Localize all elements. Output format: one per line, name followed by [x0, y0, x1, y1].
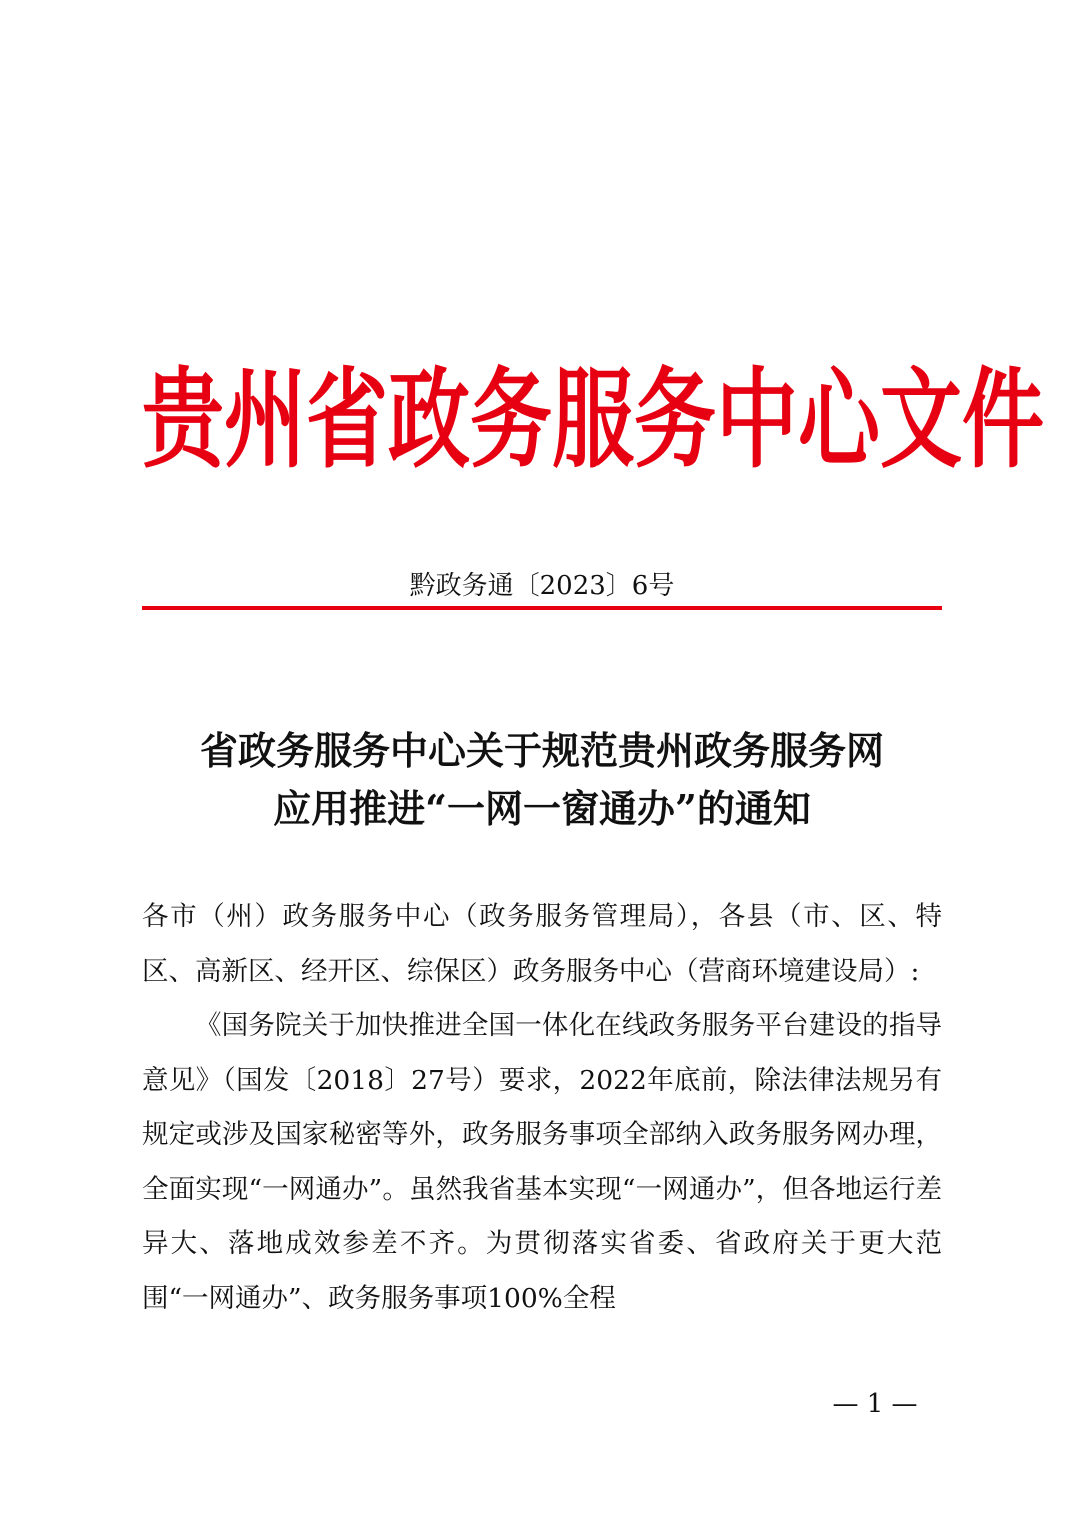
- document-number: 黔政务通〔2023〕6号: [409, 571, 675, 601]
- red-separator-line: [142, 606, 942, 610]
- body-paragraph-1: 《国务院关于加快推进全国一体化在线政务服务平台建设的指导意见》（国发〔2018〕27号）要求，2022年底前，除法律法规另有规定或涉及国家秘密等外，政务服务事项全部纳入政务服务网办理，全面实现“一网通办”。虽然我省基本实现“一网通办”，但各地运行差异大、落地成效参差不齐。为贯彻落实省委、省政府关于更大范围“一网通办”、政务服务事项100%全程: [142, 1010, 942, 1314]
- page-number: — 1 —: [832, 1389, 918, 1419]
- notice-title-line-2: 应用推进“一网一窗通办”的通知: [273, 786, 811, 831]
- issuing-authority-header: 贵州省政务服务中心文件: [142, 356, 1045, 484]
- notice-body: [142, 890, 942, 1326]
- addressee-paragraph: 各市（州）政务服务中心（政务服务管理局），各县（市、区、特区、高新区、经开区、综保区）政务服务中心（营商环境建设局）:: [142, 901, 942, 987]
- notice-title: [142, 722, 942, 838]
- notice-title-line-1: 省政务服务中心关于规范贵州政务服务网: [199, 728, 884, 773]
